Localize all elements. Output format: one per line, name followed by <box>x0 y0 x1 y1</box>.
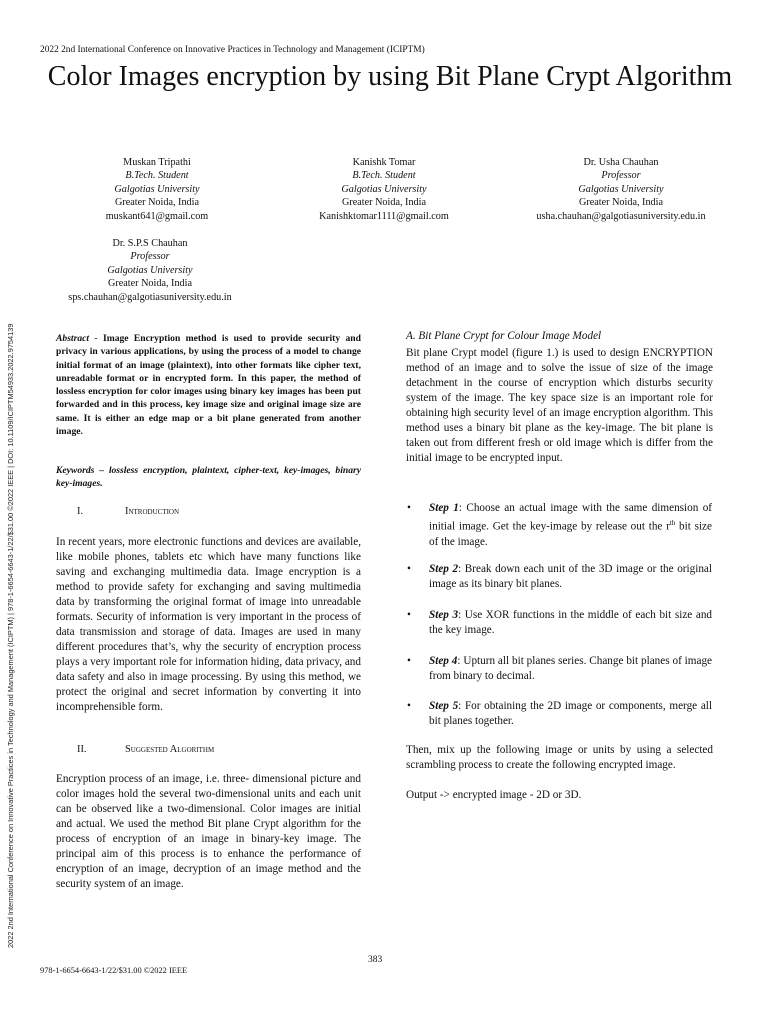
section-name: Suggested Algorithm <box>125 744 215 755</box>
step-text: : Choose an actual image with the same dimension of initial image. Get the key-image by release out the r <box>429 502 713 533</box>
section-number: II. <box>77 744 87 755</box>
author-name: Dr. Usha Chauhan <box>583 157 659 168</box>
author-name: Kanishk Tomar <box>352 157 416 168</box>
author-email: usha.chauhan@galgotiasuniversity.edu.in <box>536 210 706 222</box>
author-name: Dr. S.P.S Chauhan <box>112 238 188 249</box>
paper-title: Color Images encryption by using Bit Plane Crypt Algorithm <box>47 61 733 92</box>
author-location: Greater Noida, India <box>107 278 192 290</box>
author-location: Greater Noida, India <box>341 197 426 209</box>
author-affiliation: Galgotias University <box>578 183 664 195</box>
keywords <box>56 464 361 491</box>
author-email: sps.chauhan@galgotiasuniversity.edu.in <box>68 291 232 303</box>
author-block-4 <box>50 237 250 304</box>
step-text-tail: bit size of the image. <box>429 520 712 548</box>
step-text: : For obtaining the 2D image or components, merge all bit planes together. <box>429 700 712 727</box>
author-role: Professor <box>601 170 641 182</box>
bullet-icon: • <box>407 502 411 514</box>
author-location: Greater Noida, India <box>578 197 663 209</box>
step-label: Step 5 <box>429 700 459 712</box>
side-doi-note: 2022 2nd International Conference on Innovative Practices in Technology and Management (ICIPTM) | 978-1-6654-6643-1/22/$31.00 ©2022 IEEE | DOI: 10.1109/ICIPTM54933.2022.9754139 <box>6 323 15 948</box>
step-item <box>407 608 713 638</box>
step-superscript: th <box>669 519 676 527</box>
keywords-label: Keywords – <box>56 465 104 476</box>
author-affiliation: Galgotias University <box>107 264 193 276</box>
step-item <box>407 654 713 684</box>
abstract-label: Abstract - <box>56 333 98 344</box>
output-line: Output -> encrypted image - 2D or 3D. <box>406 789 582 801</box>
subsection-heading: A. Bit Plane Crypt for Colour Image Model <box>406 330 602 342</box>
author-block-2 <box>298 156 470 223</box>
abstract <box>56 332 361 438</box>
author-role: B.Tech. Student <box>352 170 416 182</box>
introduction-paragraph: In recent years, more electronic functions and devices are available, like mobile phones, tablets etc which have many functions like saving and exchanging multimedia data. Image encryption is a method to provide safety for exchanging and saving multimedia data by transforming the original format of image into unreadable formats. Security of information is very important in the process of data transmission and storage of data. Images are used in many different procedures that’s, why the security of encryption process plays a very important role for information hiding, data privacy, and data safety and also in image processing. By using this method, we protect the original and secret information by converting it into incomprehensible form. <box>56 536 361 713</box>
step-text: : Use XOR functions in the middle of each bit size and the key image. <box>429 609 713 636</box>
bullet-icon: • <box>407 655 411 667</box>
author-affiliation: Galgotias University <box>341 183 427 195</box>
author-block-3 <box>510 156 732 223</box>
author-role: Professor <box>130 251 170 263</box>
conference-header: 2022 2nd International Conference on Innovative Practices in Technology and Management (ICIPTM) <box>40 45 425 55</box>
step-label: Step 1 <box>429 502 459 514</box>
step-text: : Upturn all bit planes series. Change bit planes of image from binary to decimal. <box>429 655 713 682</box>
algorithm-paragraph: Encryption process of an image, i.e. three- dimensional picture and color images hold the several two-dimensional units and each unit can be observed like a two-dimensional. Color images are initial and actual. We used the method Bit plane Crypt algorithm for the process of encryption of an image in binary-key image. The principal aim of this process is to enhance the performance of encryption of an image, decryption of an image method and the security system of an image. <box>56 773 361 890</box>
footer-copyright: 978-1-6654-6643-1/22/$31.00 ©2022 IEEE <box>40 966 188 975</box>
step-item <box>407 562 713 592</box>
step-text: : Break down each unit of the 3D image or the original image as its binary bit planes. <box>429 563 713 590</box>
keywords-text: lossless encryption, plaintext, cipher-text, key-images, binary key-images. <box>56 465 362 490</box>
mix-paragraph: Then, mix up the following image or units by using a selected scrambling process to create the following encrypted image. <box>406 744 713 771</box>
bullet-icon: • <box>407 700 411 712</box>
author-affiliation: Galgotias University <box>114 183 200 195</box>
section-number: I. <box>77 506 84 517</box>
step-item <box>407 699 712 729</box>
author-role: B.Tech. Student <box>125 170 189 182</box>
step-label: Step 2 <box>429 563 459 575</box>
abstract-text: Image Encryption method is used to provide security and privacy in various applications, by using the process of a model to change initial format of an image (plaintext), into other formats like cipher text, unreadable format or in encrypted form. In this paper, the method of lossless encryption for color images using binary key images has been put forwarded and in this process, key image size and original image size are same. It is either an edge map or a bit plane generated from another image. <box>56 333 361 438</box>
step-label: Step 3 <box>429 609 459 621</box>
step-item <box>407 501 713 550</box>
step-label: Step 4 <box>429 655 458 667</box>
author-location: Greater Noida, India <box>114 197 199 209</box>
bullet-icon: • <box>407 563 411 575</box>
model-paragraph: Bit plane Crypt model (figure 1.) is used to design ENCRYPTION method of an image and to solve the issue of size of the image detachment in the course of encryption which disturbs security system of the image. The key space size is an important role for obtaining high security level of an image encryption algorithm. This method uses a binary bit plane as the key-image. The bit plane is taken out from different fresh or old image which is differ from the initial image to be encrypted input. <box>406 347 713 464</box>
bullet-icon: • <box>407 609 411 621</box>
page-number: 383 <box>368 955 383 965</box>
author-email: Kanishktomar1111@gmail.com <box>319 210 449 222</box>
author-email: muskant641@gmail.com <box>105 210 209 222</box>
author-name: Muskan Tripathi <box>123 157 191 168</box>
author-block-1 <box>72 156 242 223</box>
section-name: Introduction <box>125 506 180 517</box>
